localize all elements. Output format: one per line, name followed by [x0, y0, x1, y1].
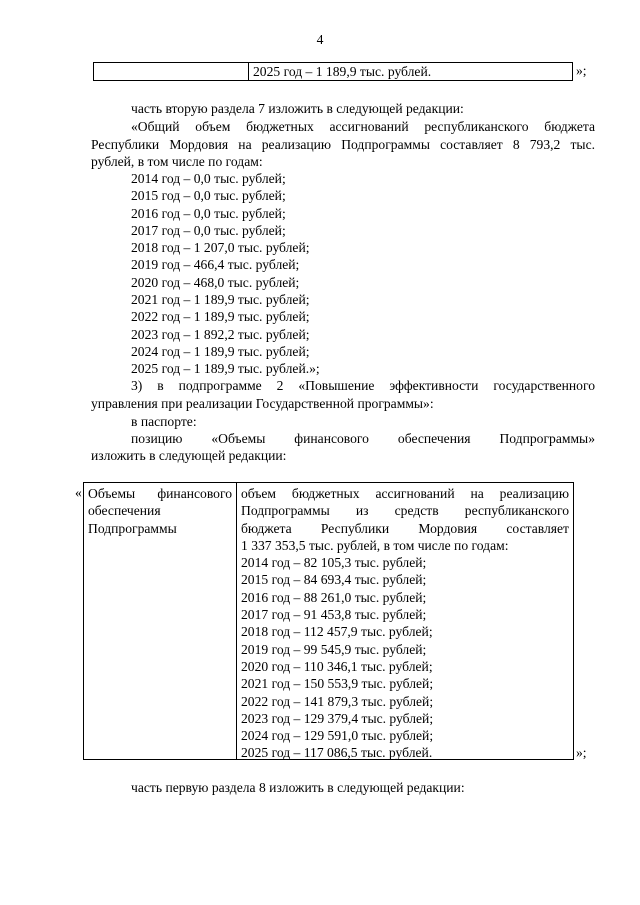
close-quote-top: »; — [576, 63, 587, 78]
table-row: 2017 год – 91 453,8 тыс. рублей; — [241, 607, 427, 623]
list-item: 2021 год – 1 189,9 тыс. рублей; — [131, 292, 310, 308]
list-item: 2014 год – 0,0 тыс. рублей; — [131, 171, 286, 186]
passport-value-line: объем бюджетных ассигнований на реализацию — [241, 486, 569, 501]
passport-label-line: Подпрограммы — [88, 520, 177, 536]
paragraph-section8: часть первую раздела 8 изложить в следующей редакции: — [131, 780, 465, 795]
passport-value-line: 1 337 353,5 тыс. рублей, в том числе по годам: — [241, 537, 509, 553]
paragraph-total-line3: рублей, в том числе по годам: — [91, 154, 263, 169]
list-item: 2023 год – 1 892,2 тыс. рублей; — [131, 326, 310, 342]
item3-line2: управления при реализации Государственной программы»: — [91, 396, 434, 411]
table-row: 2023 год – 129 379,4 тыс. рублей; — [241, 710, 434, 726]
item3-line4: позицию «Объемы финансового обеспечения Подпрограммы» — [131, 431, 595, 446]
top-table-left-cell — [93, 62, 249, 81]
item3-line3: в паспорте: — [131, 414, 197, 429]
passport-label-cell — [83, 482, 237, 760]
list-item: 2017 год – 0,0 тыс. рублей; — [131, 222, 286, 238]
table-row: 2014 год – 82 105,3 тыс. рублей; — [241, 555, 427, 571]
top-table-text: 2025 год – 1 189,9 тыс. рублей. — [253, 64, 432, 79]
list-item: 2019 год – 466,4 тыс. рублей; — [131, 257, 300, 273]
table-row: 2015 год – 84 693,4 тыс. рублей; — [241, 572, 427, 588]
passport-label-line: Объемы финансового — [88, 486, 232, 501]
list-item: 2025 год – 1 189,9 тыс. рублей.»; — [131, 361, 320, 377]
table-row: 2016 год – 88 261,0 тыс. рублей; — [241, 589, 427, 605]
list-item: 2015 год – 0,0 тыс. рублей; — [131, 188, 286, 204]
paragraph-section7: часть вторую раздела 7 изложить в следующей редакции: — [131, 101, 464, 116]
table-row: 2018 год – 112 457,9 тыс. рублей; — [241, 624, 433, 640]
list-item: 2016 год – 0,0 тыс. рублей; — [131, 205, 286, 221]
item3-line1: 3) в подпрограмме 2 «Повышение эффективности государственного — [131, 378, 595, 393]
passport-value-cell — [236, 482, 574, 760]
list-item: 2024 год – 1 189,9 тыс. рублей; — [131, 343, 310, 359]
passport-value-line: бюджета Республики Мордовия составляет — [241, 520, 569, 536]
table-row: 2021 год – 150 553,9 тыс. рублей; — [241, 676, 434, 692]
paragraph-total-line1: «Общий объем бюджетных ассигнований республиканского бюджета — [131, 119, 595, 134]
year-list — [131, 170, 320, 378]
top-table-right-cell — [248, 62, 573, 81]
table-row: 2022 год – 141 879,3 тыс. рублей; — [241, 693, 434, 709]
table-row: 2019 год – 99 545,9 тыс. рублей; — [241, 641, 427, 657]
open-quote: « — [75, 485, 82, 500]
paragraph-total-line2: Республики Мордовия на реализацию Подпрограммы составляет 8 793,2 тыс. — [91, 137, 595, 152]
passport-value-line: Подпрограммы из средств республиканского — [241, 503, 569, 519]
item3-line5: изложить в следующей редакции: — [91, 448, 287, 463]
table-row: 2024 год – 129 591,0 тыс. рублей; — [241, 728, 434, 744]
list-item: 2022 год – 1 189,9 тыс. рублей; — [131, 309, 310, 325]
close-quote-bottom: »; — [576, 745, 587, 760]
table-row: 2025 год – 117 086,5 тыс. рублей. — [241, 745, 433, 761]
table-row: 2020 год – 110 346,1 тыс. рублей; — [241, 658, 433, 674]
page-number: 4 — [316, 32, 324, 47]
list-item: 2018 год – 1 207,0 тыс. рублей; — [131, 240, 310, 256]
passport-label-line: обеспечения — [88, 503, 161, 519]
list-item: 2020 год – 468,0 тыс. рублей; — [131, 274, 300, 290]
